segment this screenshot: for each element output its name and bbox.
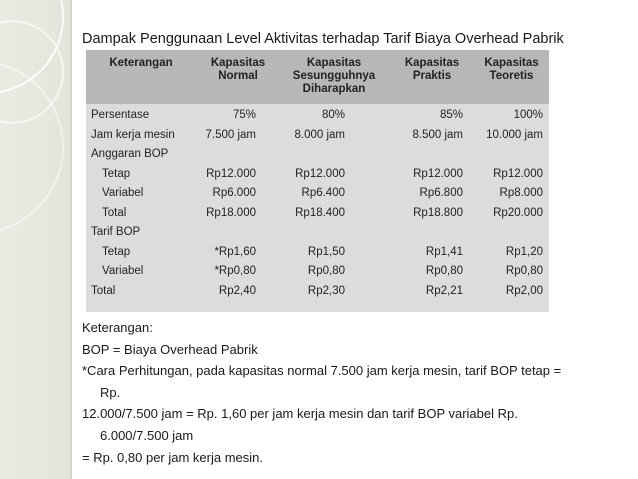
table-cell: Rp20.000 <box>493 206 543 219</box>
note-line: Keterangan: <box>82 320 153 335</box>
table-cell: Rp12.000 <box>206 167 256 180</box>
note-line: Rp. <box>100 384 121 400</box>
table-row <box>86 146 549 165</box>
table-cell: Rp6.400 <box>301 187 345 199</box>
table-cell: 10.000 jam <box>486 128 543 141</box>
row-label: Variabel <box>102 265 144 277</box>
table-cell: Rp18.000 <box>206 206 256 219</box>
row-label: Total <box>102 206 127 219</box>
note-line: 12.000/7.500 jam = Rp. 1,60 per jam kerja mesin dan tarif BOP variabel Rp. <box>82 406 518 422</box>
header-kapasitas-praktis: Kapasitas Praktis <box>404 57 460 82</box>
row-label: Tarif BOP <box>91 226 141 238</box>
table-cell: Rp6.800 <box>419 187 463 199</box>
header-keterangan: Keterangan <box>109 57 173 69</box>
header-kapasitas-sesungguhnya: Kapasitas Sesungguhnya Diharapkan <box>292 57 376 95</box>
table-row <box>86 244 549 263</box>
note-line: 6.000/7.500 jam <box>100 428 194 443</box>
table-cell: Rp12.000 <box>295 167 345 180</box>
table-cell: Rp6.000 <box>212 187 256 199</box>
row-label: Anggaran BOP <box>91 148 169 160</box>
header-kapasitas-normal: Kapasitas Normal <box>210 57 266 82</box>
decorative-side-panel <box>0 0 70 479</box>
table-cell: *Rp0,80 <box>214 265 256 277</box>
table-row <box>86 263 549 282</box>
table-cell: Rp12.000 <box>413 167 463 180</box>
panel-divider <box>70 0 72 479</box>
table-cell: 7.500 jam <box>205 128 256 141</box>
table-header <box>86 50 549 104</box>
table-cell: Rp1,20 <box>505 245 543 258</box>
table-row <box>86 166 549 185</box>
note-line: *Cara Perhitungan, pada kapasitas normal 7.500 jam kerja mesin, tarif BOP tetap = <box>82 363 562 379</box>
table-cell: Rp1,50 <box>307 245 345 258</box>
table-row <box>86 185 549 204</box>
table-cell: Rp0,80 <box>425 265 463 277</box>
table-cell: 8.000 jam <box>294 128 345 141</box>
table-cell: *Rp1,60 <box>214 245 256 258</box>
table-cell: 85% <box>439 109 463 121</box>
row-label: Persentase <box>91 109 150 121</box>
table-cell: Rp0,80 <box>307 265 345 277</box>
table-cell: Rp2,40 <box>218 284 256 297</box>
bop-table <box>86 50 549 312</box>
table-cell: Rp8.000 <box>499 187 543 199</box>
table-row <box>86 127 549 146</box>
slide-title: Dampak Penggunaan Level Aktivitas terhadap Tarif Biaya Overhead Pabrik <box>82 31 564 47</box>
row-label: Jam kerja mesin <box>91 128 175 141</box>
table-cell: Rp2,21 <box>425 284 463 297</box>
table-cell: Rp2,30 <box>307 284 345 297</box>
table-row <box>86 224 549 243</box>
table-row <box>86 283 549 302</box>
table-cell: 100% <box>513 109 543 121</box>
note-line: = Rp. 0,80 per jam kerja mesin. <box>82 449 263 465</box>
table-row <box>86 107 549 126</box>
row-label: Tetap <box>102 245 131 258</box>
table-cell: Rp18.800 <box>413 206 463 219</box>
row-label: Tetap <box>102 167 131 180</box>
table-row <box>86 205 549 224</box>
header-kapasitas-teoretis: Kapasitas Teoretis <box>484 57 539 82</box>
row-label: Total <box>91 284 116 297</box>
table-cell: Rp12.000 <box>493 167 543 180</box>
table-cell: Rp18.400 <box>295 206 345 219</box>
table-cell: 8.500 jam <box>412 128 463 141</box>
table-cell: 80% <box>321 109 345 121</box>
row-label: Variabel <box>102 187 144 199</box>
note-line: BOP = Biaya Overhead Pabrik <box>82 341 258 357</box>
table-cell: 75% <box>232 109 256 121</box>
table-cell: Rp2,00 <box>505 284 543 297</box>
table-cell: Rp0,80 <box>505 265 543 277</box>
table-cell: Rp1,41 <box>425 245 463 258</box>
